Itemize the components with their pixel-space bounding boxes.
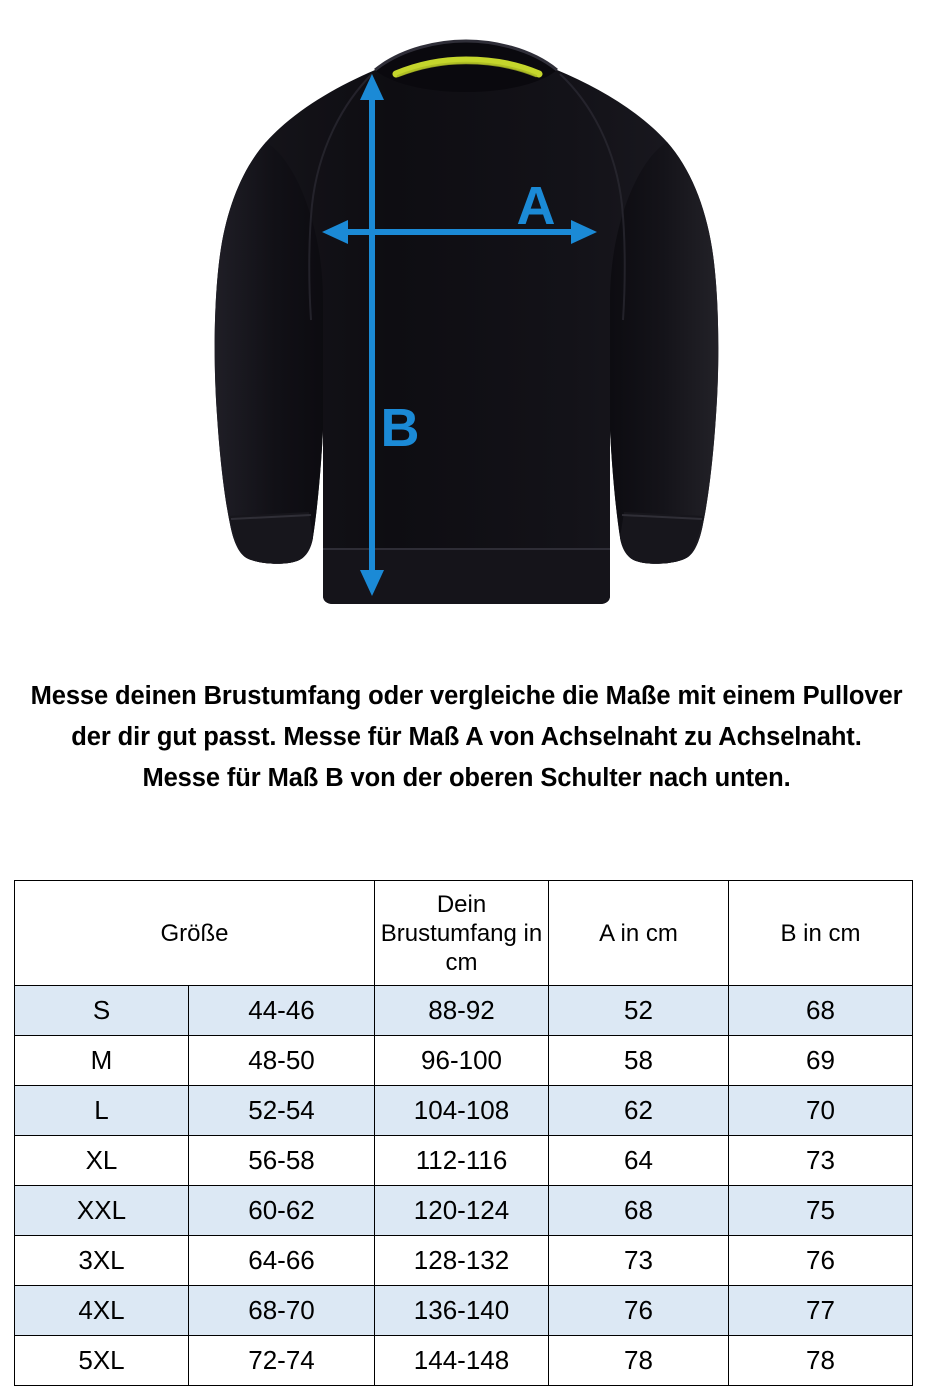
table-header-row	[15, 881, 913, 986]
product-figure	[0, 0, 933, 660]
header-size: Größe	[15, 881, 375, 986]
table-row	[15, 986, 913, 1036]
size-cell: L	[15, 1086, 189, 1136]
eu-size-cell: 48-50	[189, 1036, 375, 1086]
eu-size-cell: 60-62	[189, 1186, 375, 1236]
header-chest: Dein Brustumfang in cm	[375, 881, 549, 986]
size-cell: M	[15, 1036, 189, 1086]
eu-size-cell: 68-70	[189, 1286, 375, 1336]
size-table-body	[15, 986, 913, 1386]
sweatshirt-illustration	[0, 0, 933, 660]
instructions-line-4: unten.	[714, 764, 791, 792]
eu-size-cell: 72-74	[189, 1336, 375, 1386]
chest-cell: 88-92	[375, 986, 549, 1036]
size-table-container	[14, 880, 912, 1386]
eu-size-cell: 52-54	[189, 1086, 375, 1136]
b-cell: 76	[729, 1236, 913, 1286]
chest-cell: 144-148	[375, 1336, 549, 1386]
a-cell: 78	[549, 1336, 729, 1386]
header-a: A in cm	[549, 881, 729, 986]
garment-body	[215, 41, 719, 604]
chest-cell: 96-100	[375, 1036, 549, 1086]
instructions-line-2: Pullover der dir gut passt. Messe für Maß A von Achselnaht zu	[71, 682, 903, 751]
a-cell: 58	[549, 1036, 729, 1086]
table-row	[15, 1086, 913, 1136]
a-cell: 73	[549, 1236, 729, 1286]
size-chart-table	[14, 880, 913, 1386]
chest-cell: 120-124	[375, 1186, 549, 1236]
size-cell: 4XL	[15, 1286, 189, 1336]
table-row	[15, 1336, 913, 1386]
instructions-line-1: Messe deinen Brustumfang oder vergleiche die Maße mit einem	[30, 682, 796, 710]
table-row	[15, 1236, 913, 1286]
chest-cell: 136-140	[375, 1286, 549, 1336]
size-cell: XL	[15, 1136, 189, 1186]
measure-label-b: B	[380, 398, 420, 458]
eu-size-cell: 44-46	[189, 986, 375, 1036]
table-row	[15, 1286, 913, 1336]
b-cell: 69	[729, 1036, 913, 1086]
table-row	[15, 1136, 913, 1186]
table-row	[15, 1036, 913, 1086]
size-cell: 3XL	[15, 1236, 189, 1286]
measurement-instructions	[30, 676, 903, 799]
chest-cell: 112-116	[375, 1136, 549, 1186]
size-cell: S	[15, 986, 189, 1036]
b-cell: 78	[729, 1336, 913, 1386]
header-b: B in cm	[729, 881, 913, 986]
eu-size-cell: 64-66	[189, 1236, 375, 1286]
chest-cell: 104-108	[375, 1086, 549, 1136]
eu-size-cell: 56-58	[189, 1136, 375, 1186]
b-cell: 77	[729, 1286, 913, 1336]
b-cell: 68	[729, 986, 913, 1036]
a-cell: 76	[549, 1286, 729, 1336]
size-cell: XXL	[15, 1186, 189, 1236]
a-cell: 62	[549, 1086, 729, 1136]
a-cell: 68	[549, 1186, 729, 1236]
b-cell: 75	[729, 1186, 913, 1236]
instructions-line-3: Achselnaht. Messe für Maß B von der oberen Schulter nach	[142, 723, 862, 792]
measure-label-a: A	[516, 176, 556, 236]
chest-cell: 128-132	[375, 1236, 549, 1286]
b-cell: 70	[729, 1086, 913, 1136]
a-cell: 52	[549, 986, 729, 1036]
b-cell: 73	[729, 1136, 913, 1186]
a-cell: 64	[549, 1136, 729, 1186]
table-row	[15, 1186, 913, 1236]
size-cell: 5XL	[15, 1336, 189, 1386]
